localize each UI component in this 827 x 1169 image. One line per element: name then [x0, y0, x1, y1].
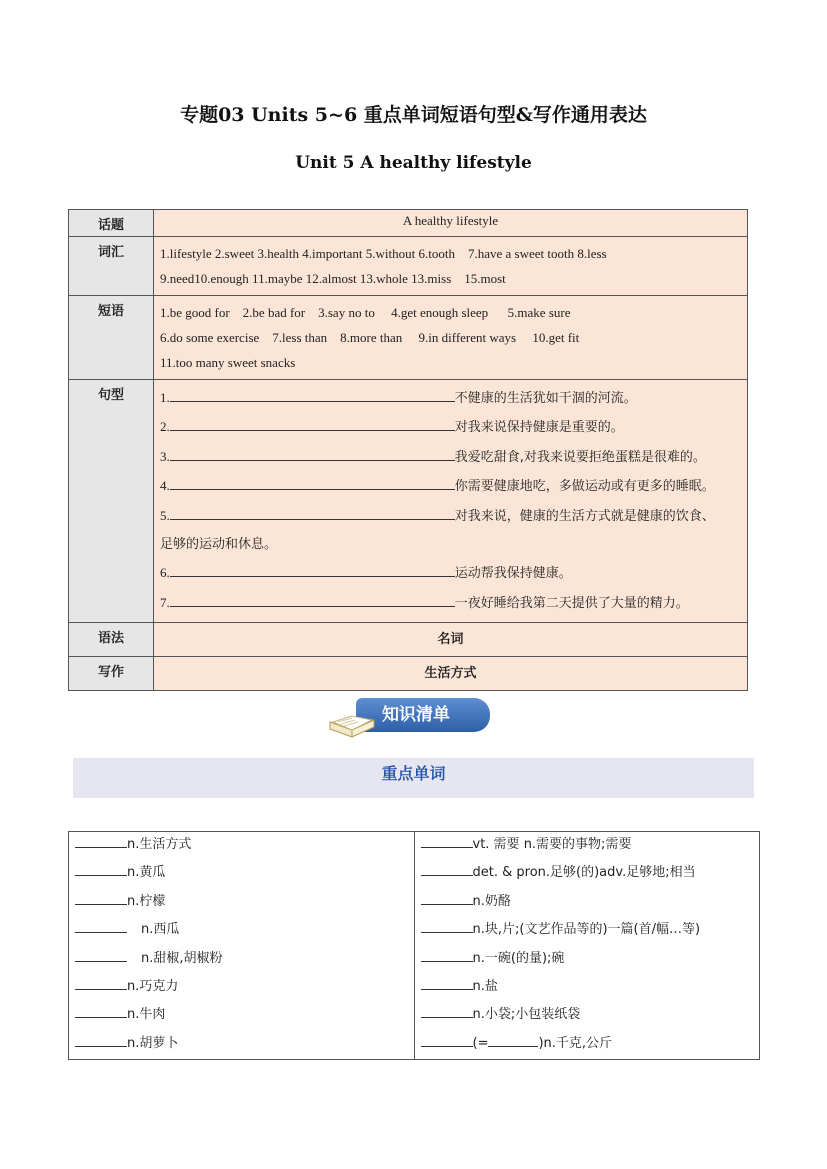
answer-blank[interactable]: [170, 414, 455, 431]
answer-blank[interactable]: [421, 946, 473, 962]
sentence-item: 1. 不健康的生活犹如干涸的河流。: [160, 384, 741, 413]
answer-blank[interactable]: [421, 1002, 473, 1018]
vocab-line: 1.lifestyle 2.sweet 3.health 4.important 5.without 6.tooth 7.have a sweet tooth 8.less: [160, 246, 607, 261]
vocab-item: n.柠檬: [75, 889, 408, 917]
vocab-item: n.盐: [421, 974, 754, 1002]
vocab-item: n.甜椒,胡椒粉: [75, 946, 408, 974]
vocab-item: n.黄瓜: [75, 860, 408, 888]
answer-blank[interactable]: [75, 1031, 127, 1047]
open-book-icon: [328, 712, 378, 738]
sentence-continuation: 足够的运动和休息。: [160, 537, 278, 553]
grammar-value: 名词: [154, 623, 748, 657]
answer-blank[interactable]: [75, 946, 127, 962]
vocab-line: 9.need10.enough 11.maybe 12.almost 13.whole 13.miss 15.most: [160, 271, 506, 286]
phrase-line: 6.do some exercise 7.less than 8.more than 9.in different ways 10.get fit: [160, 330, 580, 345]
answer-blank[interactable]: [170, 385, 455, 402]
sentence-item: 2. 对我来说保持健康是重要的。: [160, 413, 741, 442]
answer-blank[interactable]: [170, 444, 455, 461]
answer-blank[interactable]: [170, 473, 455, 490]
answer-blank[interactable]: [421, 889, 473, 905]
vocab-item: (= )n.千克,公斤: [421, 1031, 754, 1059]
vocab-label: 词汇: [69, 237, 154, 296]
vocab-item: n.奶酪: [421, 889, 754, 917]
answer-blank[interactable]: [421, 1031, 473, 1047]
topic-label: 话题: [69, 210, 154, 237]
sentence-label: 句型: [69, 380, 154, 623]
vocab-item: n.巧克力: [75, 974, 408, 1002]
grammar-label: 语法: [69, 623, 154, 657]
sentence-item: 4. 你需要健康地吃，多做运动或有更多的睡眠。: [160, 472, 741, 501]
vocab-item: n.小袋;小包装纸袋: [421, 1002, 754, 1030]
answer-blank[interactable]: [170, 590, 455, 607]
answer-blank[interactable]: [170, 503, 455, 520]
section-heading: 重点单词: [73, 758, 754, 798]
vocab-content: [154, 237, 748, 296]
vocab-item: n.块,片;(文艺作品等的)一篇(首/幅…等): [421, 917, 754, 945]
sentence-item: 5. 对我来说，健康的生活方式就是健康的饮食、: [160, 502, 741, 531]
vocab-item: det. & pron.足够(的)adv.足够地;相当: [421, 860, 754, 888]
answer-blank[interactable]: [75, 889, 127, 905]
answer-blank[interactable]: [75, 1002, 127, 1018]
phrase-line: 11.too many sweet snacks: [160, 355, 296, 370]
writing-label: 写作: [69, 657, 154, 691]
writing-value: 生活方式: [154, 657, 748, 691]
answer-blank[interactable]: [75, 832, 127, 848]
answer-blank[interactable]: [488, 1031, 538, 1047]
vocab-item: n.胡萝卜: [75, 1031, 408, 1059]
answer-blank[interactable]: [421, 917, 473, 933]
sentence-item: 3. 我爱吃甜食,对我来说要拒绝蛋糕是很难的。: [160, 443, 741, 472]
vocab-item: n.一碗(的量);碗: [421, 946, 754, 974]
vocab-item: n.生活方式: [75, 832, 408, 860]
knowledge-list-badge: [328, 696, 494, 742]
phrase-line: 1.be good for 2.be bad for 3.say no to 4.get enough sleep 5.make sure: [160, 305, 571, 320]
overview-table: [68, 209, 748, 691]
document-title: 专题03 Units 5~6 重点单词短语句型&写作通用表达: [180, 104, 647, 126]
unit-subtitle: Unit 5 A healthy lifestyle: [295, 153, 532, 173]
answer-blank[interactable]: [75, 974, 127, 990]
answer-blank[interactable]: [421, 860, 473, 876]
topic-value: A healthy lifestyle: [154, 210, 748, 237]
badge-label: 知识清单: [356, 698, 490, 732]
answer-blank[interactable]: [75, 917, 127, 933]
sentence-item: 6. 运动帮我保持健康。: [160, 559, 741, 588]
vocab-left-column: [69, 832, 415, 1060]
sentence-item: 7. 一夜好睡给我第二天提供了大量的精力。: [160, 589, 741, 618]
sentence-content: [154, 380, 748, 623]
vocab-table: [68, 831, 760, 1060]
phrase-content: [154, 296, 748, 380]
phrase-label: 短语: [69, 296, 154, 380]
answer-blank[interactable]: [170, 560, 455, 577]
answer-blank[interactable]: [421, 832, 473, 848]
vocab-item: n.西瓜: [75, 917, 408, 945]
answer-blank[interactable]: [75, 860, 127, 876]
answer-blank[interactable]: [421, 974, 473, 990]
vocab-right-column: [414, 832, 760, 1060]
vocab-item: n.牛肉: [75, 1002, 408, 1030]
vocab-item: vt. 需要 n.需要的事物;需要: [421, 832, 754, 860]
